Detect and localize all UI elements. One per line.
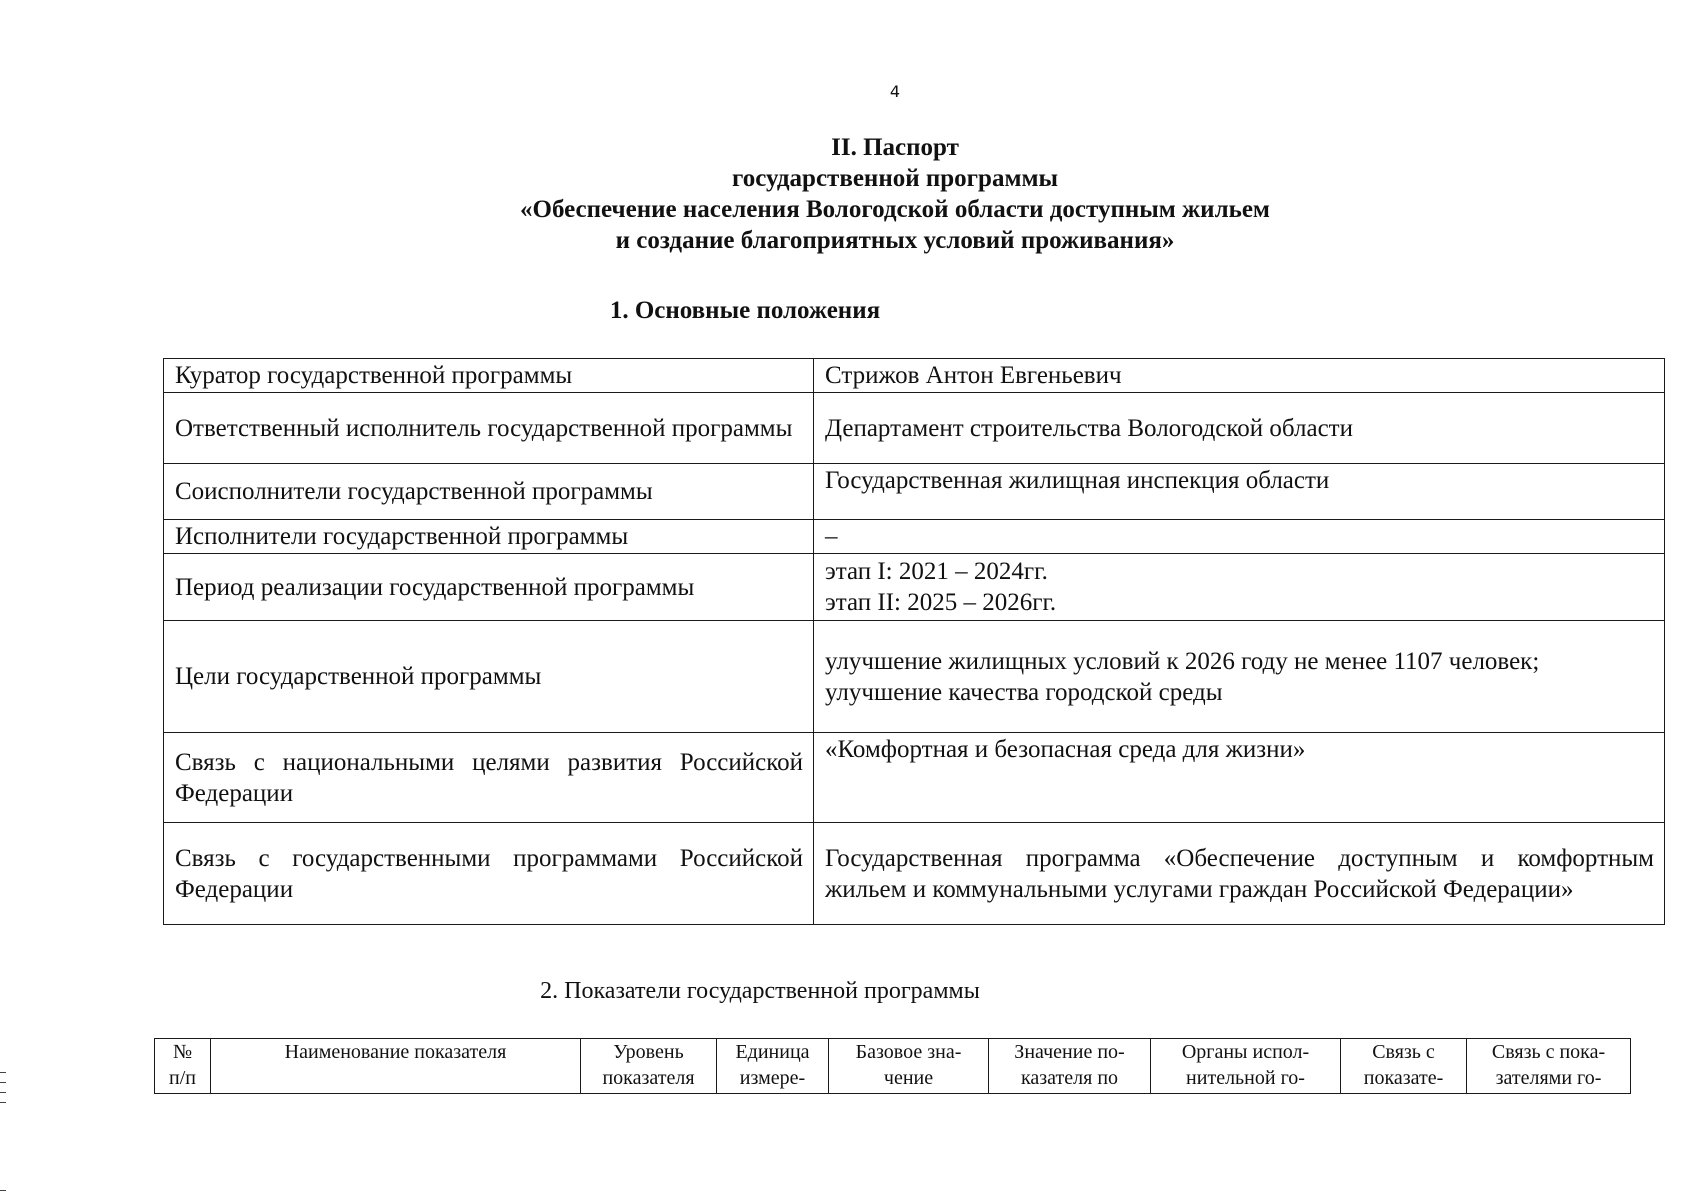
row-label: Связь с национальными целями развития Российской Федерации <box>164 733 814 823</box>
header-text: Связь с пока- <box>1491 1041 1606 1063</box>
row-label: Соисполнители государственной программы <box>164 464 814 520</box>
title-line-2: государственной программы <box>731 165 1059 192</box>
header-cell-executive-bodies <box>1151 1039 1341 1094</box>
main-provisions-table <box>163 358 1665 925</box>
section-2-heading: 2. Показатели государственной программы <box>540 978 980 1004</box>
row-value: Государственная программа «Обеспечение доступным и комфортным жильем и коммунальными услугами граждан Российской Федерации» <box>814 823 1665 925</box>
header-text: показателя <box>602 1067 695 1089</box>
value-line: этап I: 2021 – 2024гг. <box>825 558 1048 585</box>
header-text: казателя по <box>1020 1067 1119 1089</box>
header-text: № <box>172 1041 193 1063</box>
header-cell-unit <box>717 1039 829 1094</box>
header-text: Связь с <box>1372 1041 1435 1063</box>
title-line-4: и создание благоприятных условий проживания» <box>615 227 1175 254</box>
table-header-row <box>155 1039 1631 1094</box>
table-row <box>164 621 1665 733</box>
value-line: улучшение качества городской среды <box>825 678 1223 706</box>
document-title <box>300 132 1490 256</box>
row-label: Цели государственной программы <box>164 621 814 733</box>
header-text: Органы испол- <box>1181 1041 1310 1063</box>
table-row <box>164 554 1665 621</box>
header-text: Базовое зна- <box>855 1041 962 1063</box>
scan-margin-mark <box>0 1092 6 1093</box>
row-value: Стрижов Антон Евгеньевич <box>814 359 1665 393</box>
scan-margin-mark <box>0 1190 6 1191</box>
row-label: Исполнители государственной программы <box>164 520 814 554</box>
header-text: Единица <box>735 1041 810 1063</box>
value-line: этап II: 2025 – 2026гг. <box>825 589 1057 616</box>
table-row <box>164 393 1665 464</box>
row-value: «Комфортная и безопасная среда для жизни» <box>814 733 1665 823</box>
scan-margin-mark <box>0 1102 6 1103</box>
value-line: улучшение жилищных условий к 2026 году не менее 1107 человек; <box>825 647 1540 675</box>
title-line-3: «Обеспечение населения Вологодской области доступным жильем <box>520 196 1270 223</box>
header-text: зателями го- <box>1495 1067 1602 1089</box>
header-text: п/п <box>169 1067 196 1089</box>
header-cell-base-value <box>829 1039 989 1094</box>
row-value <box>814 621 1665 733</box>
table-row <box>164 520 1665 554</box>
header-text: чение <box>883 1067 934 1089</box>
row-label: Куратор государственной программы <box>164 359 814 393</box>
header-text: нительной го- <box>1186 1067 1305 1089</box>
row-label: Период реализации государственной программы <box>164 554 814 621</box>
table-row <box>164 733 1665 823</box>
header-cell-link-state-indicators <box>1467 1039 1631 1094</box>
row-value: Департамент строительства Вологодской области <box>814 393 1665 464</box>
indicators-table <box>154 1038 1631 1094</box>
scan-margin-mark <box>0 1072 6 1073</box>
row-label: Связь с государственными программами Российской Федерации <box>164 823 814 925</box>
row-value: – <box>814 520 1665 554</box>
row-value: Государственная жилищная инспекция области <box>814 464 1665 520</box>
row-value <box>814 554 1665 621</box>
scan-margin-mark <box>0 1082 6 1083</box>
table-row <box>164 464 1665 520</box>
header-cell-level <box>581 1039 717 1094</box>
header-text: Значение по- <box>1014 1041 1125 1063</box>
table-row <box>164 823 1665 925</box>
title-line-1: II. Паспорт <box>831 134 959 161</box>
section-1-heading: 1. Основные положения <box>609 297 881 324</box>
header-cell-number <box>155 1039 211 1094</box>
header-text: Наименование показателя <box>284 1041 507 1063</box>
table-row <box>164 359 1665 393</box>
header-cell-name <box>211 1039 581 1094</box>
header-cell-target-value <box>989 1039 1151 1094</box>
header-text: измере- <box>739 1067 806 1089</box>
header-text: показате- <box>1363 1067 1444 1089</box>
header-cell-link-indicators <box>1341 1039 1467 1094</box>
page-number: 4 <box>889 82 901 101</box>
header-text: Уровень <box>613 1041 684 1063</box>
row-label: Ответственный исполнитель государственной программы <box>164 393 814 464</box>
